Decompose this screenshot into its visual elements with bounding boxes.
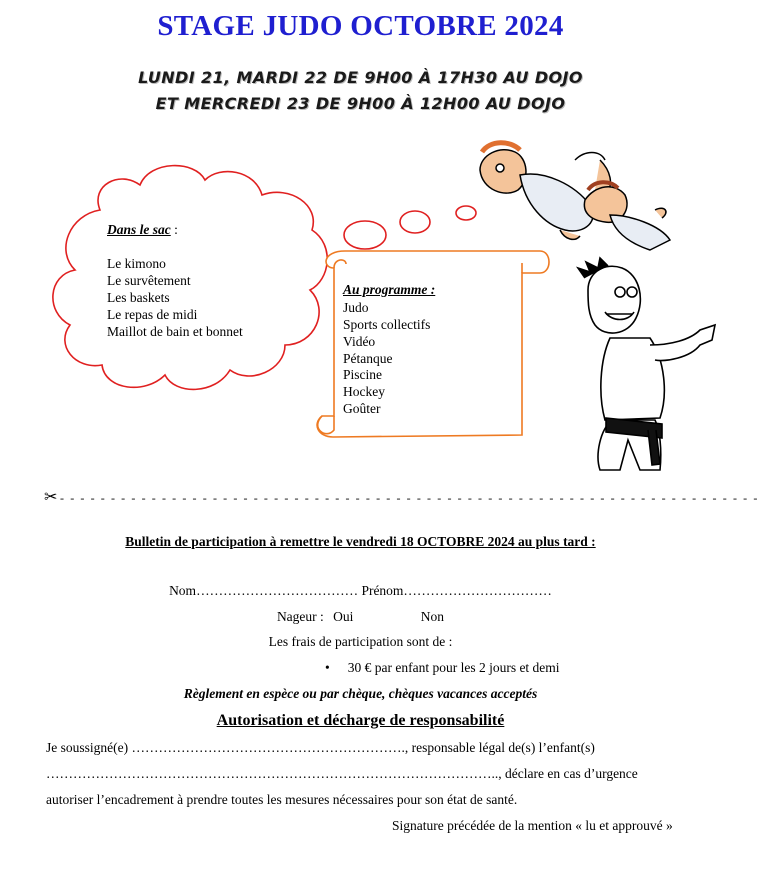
swimmer-line	[0, 609, 721, 625]
bag-item: Le repas de midi	[107, 307, 198, 322]
flying-judokas-illustration	[480, 143, 670, 250]
price-item	[325, 660, 560, 676]
program-item: Judo	[343, 300, 369, 315]
authorization-title: Autorisation et décharge de responsabilité	[216, 712, 505, 729]
program-item: Pétanque	[343, 351, 393, 366]
bag-item: Le survêtement	[107, 273, 191, 288]
authorization-line-2: ……………………………………………………………………………………….., déclare en cas d’urgence	[46, 766, 638, 781]
payment-methods: Règlement en espèce ou par chèque, chèques vacances acceptés	[183, 686, 538, 701]
cut-line: - - - - - - - - - - - - - - - - - - - - - - - - - - - - - - - - - - - - - - - - - - - - - - - - - - - - - - - - - - - - - - - - - - - - -	[60, 491, 759, 505]
program-item: Piscine	[343, 367, 382, 382]
standing-judoka-illustration	[578, 258, 715, 470]
bag-item: Le kimono	[107, 256, 166, 271]
program-title: Au programme :	[343, 282, 436, 297]
program-item: Vidéo	[343, 334, 376, 349]
bag-item: Maillot de bain et bonnet	[107, 324, 243, 339]
page-title: STAGE JUDO OCTOBRE 2024	[157, 10, 564, 42]
swimmer-label: Nageur :	[276, 609, 324, 624]
scissors-icon: ✂	[44, 489, 58, 506]
authorization-line-3: autoriser l’encadrement à prendre toutes les mesures nécessaires pour son état de santé.	[46, 792, 518, 807]
bag-title-line	[107, 221, 178, 238]
dates-line-2: ET MERCREDI 23 DE 9H00 À 12H00 AU DOJO	[155, 94, 566, 113]
bag-item: Les baskets	[107, 290, 170, 305]
swimmer-yes: Oui	[333, 609, 354, 624]
bag-title: Dans le sac	[107, 222, 171, 237]
name-line: Nom……………………………… Prénom……………………………	[169, 583, 552, 598]
price-text: 30 € par enfant pour les 2 jours et demi	[347, 660, 560, 675]
swimmer-no: Non	[420, 609, 445, 624]
signature-note: Signature précédée de la mention « lu et approuvé »	[392, 818, 673, 833]
bullet-icon: •	[325, 660, 330, 675]
program-item: Sports collectifs	[343, 317, 431, 332]
bag-title-suffix: :	[170, 222, 178, 237]
authorization-line-1: Je soussigné(e) ……………………………………………………., responsable légal de(s) l’enfant(s)	[46, 740, 595, 755]
program-item: Goûter	[343, 401, 381, 416]
program-item: Hockey	[343, 384, 385, 399]
bulletin-heading: Bulletin de participation à remettre le vendredi 18 OCTOBRE 2024 au plus tard :	[125, 534, 596, 549]
fees-label: Les frais de participation sont de :	[268, 634, 453, 649]
dates-line-1: LUNDI 21, MARDI 22 DE 9H00 À 17H30 AU DOJO	[138, 68, 583, 87]
